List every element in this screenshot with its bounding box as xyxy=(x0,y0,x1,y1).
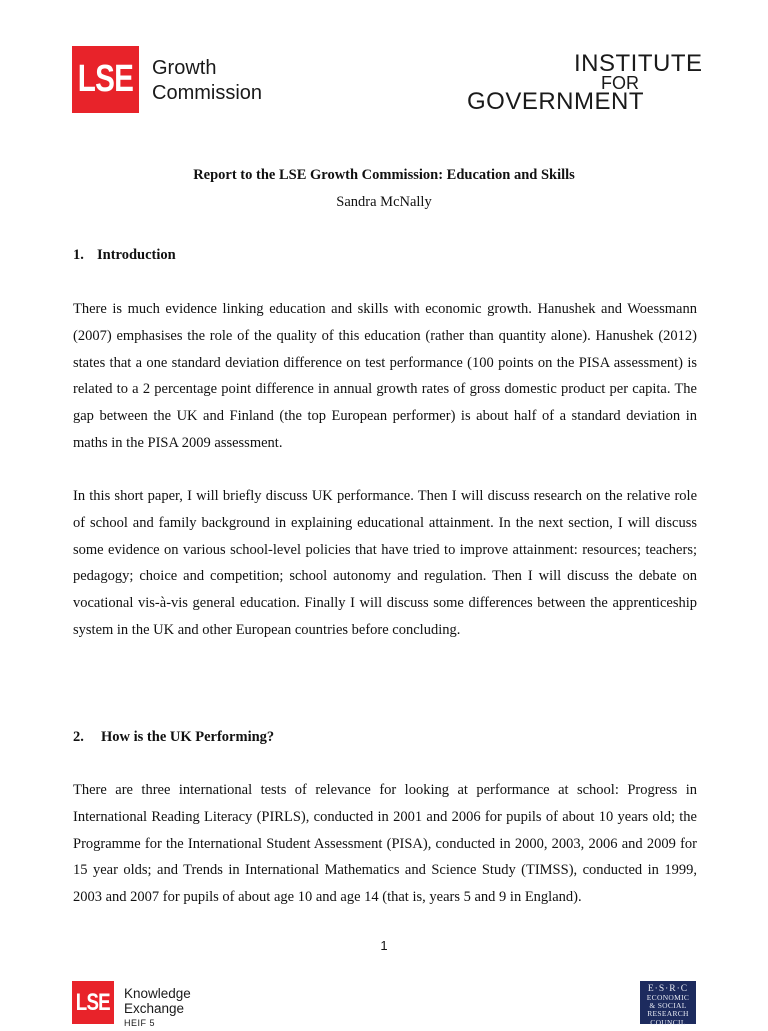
logo-line: Knowledge xyxy=(124,986,191,1001)
logo-line: E·S·R·C xyxy=(647,984,689,994)
logo-line: HEIF 5 xyxy=(124,1018,156,1028)
document-author: Sandra McNally xyxy=(336,194,432,210)
section-number: 1. xyxy=(73,247,84,263)
section-title: How is the UK Performing? xyxy=(101,729,275,745)
lse-growth-commission-logo-text xyxy=(152,56,262,106)
logo-line: RESEARCH xyxy=(647,1009,689,1019)
lse-knowledge-exchange-logo-text xyxy=(124,986,191,1031)
section-number: 2. xyxy=(73,729,84,745)
section-heading-uk-performing xyxy=(73,729,274,746)
logo-line: Exchange xyxy=(124,1001,185,1016)
logo-line: Growth xyxy=(152,57,217,79)
ifg-logo-institute: INSTITUTE xyxy=(574,50,703,77)
logo-line: & SOCIAL xyxy=(649,1001,687,1011)
paragraph: There are three international tests of relevance for looking at performance at school: Progress in International Reading Literacy (PIRLS), conducted in 2001 and 2006 for pupils of about 10 years old; the Programme for the International Student Assessment (PISA), conducted in 2000, 2003, 2006 and 2009 for 15 year olds; and Trends in International Mathematics and Science Study (TIMSS), conducted in 1999, 2003 and 2007 for pupils of about age 10 and age 14 (that is, years 5 and 9 in England). xyxy=(73,782,697,906)
paragraph: There is much evidence linking education and skills with economic growth. Hanushek and Woessmann (2007) emphasises the role of the quality of this education (rather than quantity alone). Hanushek (2012) states that a one standard deviation difference on test performance (100 points on the PISA assessment) is related to a 2 percentage point difference in annual growth rates of gross domestic product per capita. The gap between the UK and Finland (the top European performer) is about half of a standard deviation in maths in the PISA 2009 assessment. xyxy=(73,301,697,451)
lse-logo-mark-footer: LSE xyxy=(72,981,114,1024)
lse-logo-mark: LSE xyxy=(72,46,139,113)
logo-line: ECONOMIC xyxy=(646,993,690,1002)
logo-line: Commission xyxy=(152,82,263,104)
page-number: 1 xyxy=(380,938,388,953)
paragraph: In this short paper, I will briefly discuss UK performance. Then I will discuss research on the relative role of school and family background in explaining educational attainment. In the next section, I will discuss some evidence on various school-level policies that have tried to improve attainment: resources; teachers; pedagogy; choice and competition; school autonomy and regulation. Then I will discuss the debate on vocational vis-à-vis general education. Finally I will discuss some differences between the apprenticeship system in the UK and other European countries before concluding. xyxy=(73,488,697,638)
ifg-logo-government: GOVERNMENT xyxy=(467,88,645,115)
section-heading-introduction xyxy=(73,247,176,264)
logo-line: COUNCIL xyxy=(650,1017,686,1027)
ifg-logo-for: FOR xyxy=(601,73,639,93)
document-title: Report to the LSE Growth Commission: Education and Skills xyxy=(193,167,575,183)
esrc-logo xyxy=(640,981,696,1027)
section-title: Introduction xyxy=(97,247,176,263)
